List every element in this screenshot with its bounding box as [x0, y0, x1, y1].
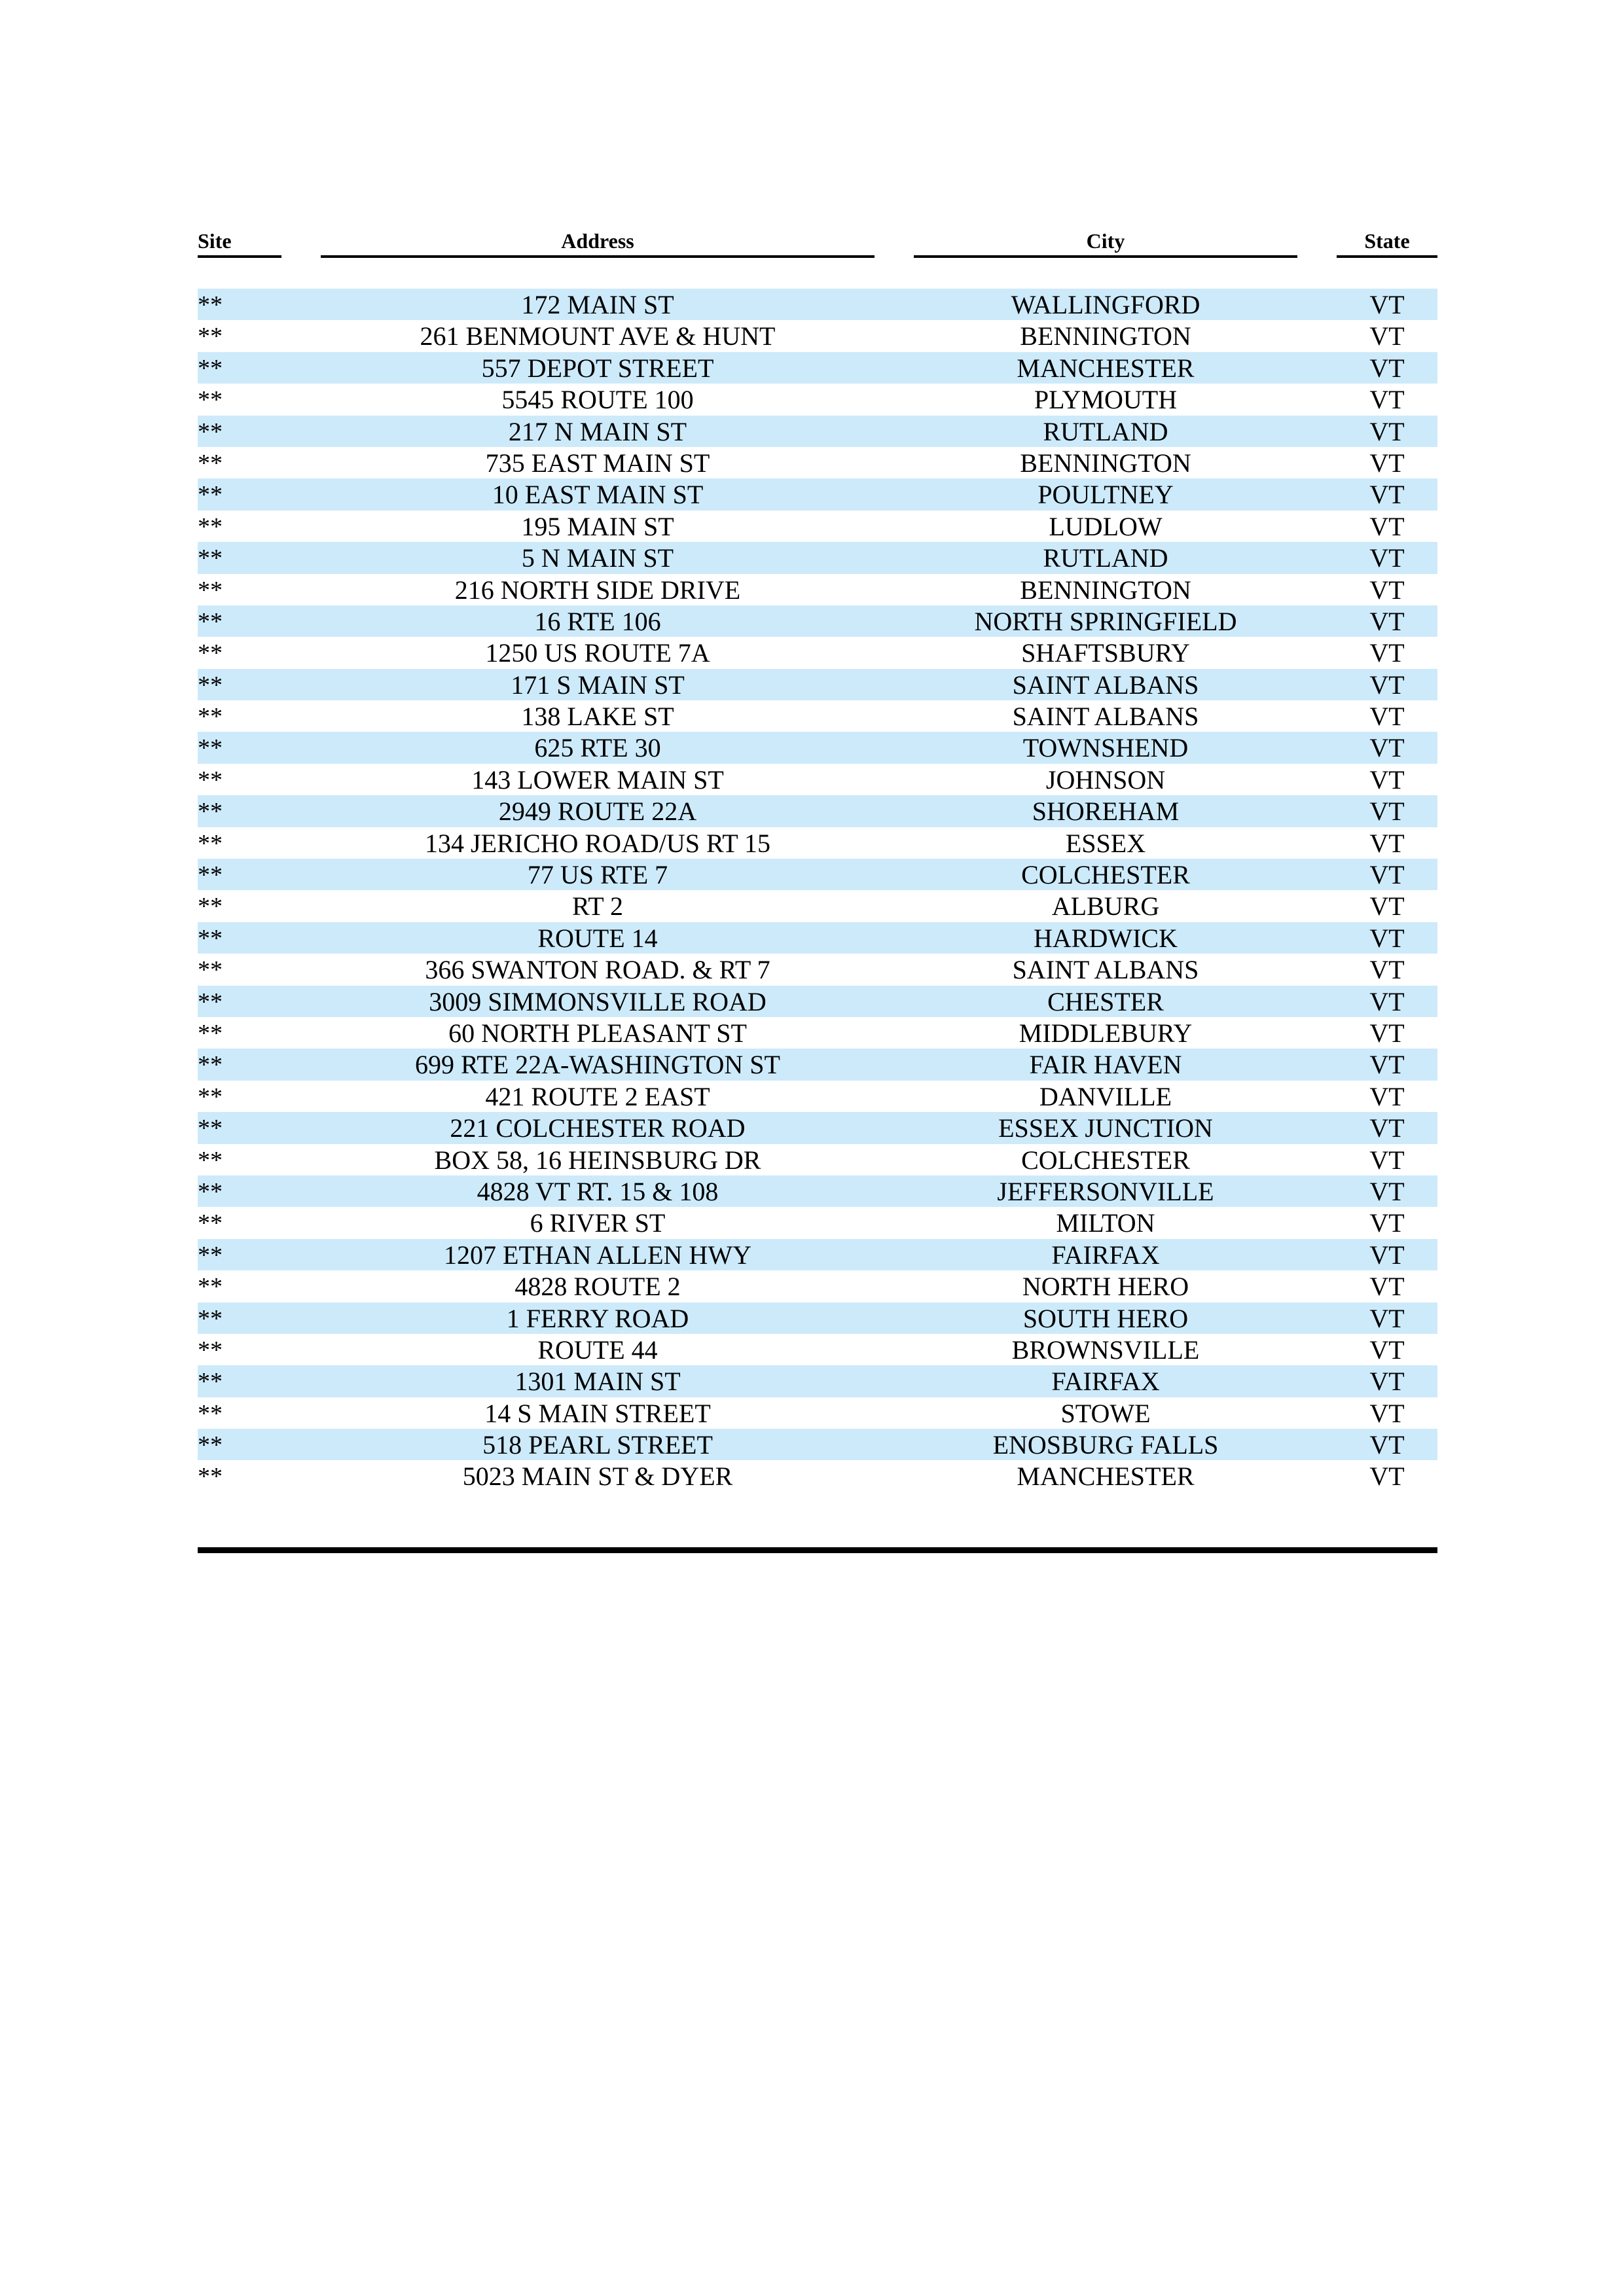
site-cell: ** — [198, 1304, 223, 1333]
site-cell: ** — [198, 386, 223, 414]
table-row — [198, 1112, 1437, 1143]
site-cell: ** — [198, 988, 223, 1016]
table-row — [198, 795, 1437, 827]
column-header-site: Site — [198, 226, 281, 258]
table-row — [198, 1460, 1437, 1492]
address-cell: 261 BENMOUNT AVE & HUNT — [420, 321, 776, 351]
site-cell: ** — [198, 1241, 223, 1269]
site-cell: ** — [198, 893, 223, 921]
state-cell: VT — [1369, 321, 1405, 351]
table-row — [198, 890, 1437, 922]
address-cell: 3009 SIMMONSVILLE ROAD — [429, 986, 767, 1016]
state-cell: VT — [1369, 1367, 1405, 1397]
state-cell: VT — [1369, 385, 1405, 415]
city-cell: FAIRFAX — [1051, 1367, 1160, 1397]
state-cell: VT — [1369, 511, 1405, 541]
site-cell: ** — [198, 1273, 223, 1301]
table-row — [198, 289, 1437, 320]
table-row — [198, 511, 1437, 542]
address-cell: 14 S MAIN STREET — [484, 1398, 711, 1428]
table-row — [198, 732, 1437, 763]
table-row — [198, 1081, 1437, 1112]
state-cell: VT — [1369, 1176, 1405, 1206]
site-cell: ** — [198, 861, 223, 889]
city-cell: ESSEX — [1065, 828, 1146, 858]
site-cell: ** — [198, 956, 223, 984]
address-cell: 134 JERICHO ROAD/US RT 15 — [424, 828, 771, 858]
table-row — [198, 764, 1437, 795]
city-cell: MANCHESTER — [1017, 1462, 1195, 1492]
city-cell: FAIRFAX — [1051, 1240, 1160, 1270]
address-cell: 172 MAIN ST — [521, 290, 674, 319]
site-cell: ** — [198, 703, 223, 731]
table-row — [198, 320, 1437, 351]
site-cell: ** — [198, 354, 223, 382]
state-cell: VT — [1369, 575, 1405, 605]
city-cell: PLYMOUTH — [1034, 385, 1178, 415]
address-cell: ROUTE 44 — [537, 1335, 658, 1365]
site-cell: ** — [198, 734, 223, 762]
address-cell: 16 RTE 106 — [534, 606, 661, 636]
site-cell: ** — [198, 1146, 223, 1174]
state-cell: VT — [1369, 986, 1405, 1016]
address-cell: 5023 MAIN ST & DYER — [462, 1462, 733, 1492]
city-cell: ESSEX JUNCTION — [998, 1113, 1213, 1143]
address-cell: 1 FERRY ROAD — [506, 1303, 689, 1333]
address-cell: 171 S MAIN ST — [511, 670, 685, 700]
state-cell: VT — [1369, 1335, 1405, 1365]
table-row — [198, 416, 1437, 447]
address-cell: 421 ROUTE 2 EAST — [485, 1081, 710, 1111]
site-cell: ** — [198, 1210, 223, 1238]
site-cell: ** — [198, 1051, 223, 1079]
site-cell: ** — [198, 639, 223, 668]
table-row — [198, 542, 1437, 573]
table-row — [198, 1302, 1437, 1334]
city-cell: ALBURG — [1051, 891, 1160, 922]
state-cell: VT — [1369, 1303, 1405, 1333]
address-cell: ROUTE 14 — [537, 923, 658, 953]
table-row — [198, 574, 1437, 605]
table-row — [198, 478, 1437, 510]
state-cell: VT — [1369, 702, 1405, 732]
address-cell: 366 SWANTON ROAD. & RT 7 — [425, 955, 770, 985]
address-cell: 60 NORTH PLEASANT ST — [448, 1018, 747, 1048]
site-cell: ** — [198, 512, 223, 541]
site-cell: ** — [198, 1019, 223, 1047]
city-cell: BENNINGTON — [1020, 575, 1191, 605]
state-cell: VT — [1369, 1113, 1405, 1143]
city-cell: NORTH SPRINGFIELD — [974, 606, 1237, 636]
site-cell: ** — [198, 798, 223, 826]
city-cell: BROWNSVILLE — [1011, 1335, 1200, 1365]
state-cell: VT — [1369, 290, 1405, 319]
state-cell: VT — [1369, 891, 1405, 922]
table-row — [198, 384, 1437, 415]
address-cell: 557 DEPOT STREET — [481, 353, 714, 383]
site-cell: ** — [198, 924, 223, 952]
address-cell: 518 PEARL STREET — [482, 1430, 713, 1460]
address-cell: 77 US RTE 7 — [527, 860, 668, 890]
table-row — [198, 986, 1437, 1017]
site-cell: ** — [198, 1368, 223, 1396]
state-cell: VT — [1369, 670, 1405, 700]
address-cell: RT 2 — [572, 891, 623, 922]
address-cell: 216 NORTH SIDE DRIVE — [454, 575, 741, 605]
city-cell: NORTH HERO — [1022, 1272, 1189, 1302]
address-cell: 195 MAIN ST — [521, 511, 674, 541]
address-cell: 217 N MAIN ST — [508, 416, 687, 446]
city-cell: SOUTH HERO — [1022, 1303, 1189, 1333]
address-cell: 6 RIVER ST — [530, 1208, 666, 1238]
column-header-state: State — [1337, 226, 1437, 258]
address-cell: 2949 ROUTE 22A — [498, 797, 697, 827]
state-cell: VT — [1369, 828, 1405, 858]
site-cell: ** — [198, 1083, 223, 1111]
address-cell: 138 LAKE ST — [521, 702, 674, 732]
city-cell: CHESTER — [1047, 986, 1164, 1016]
table-row — [198, 605, 1437, 637]
state-cell: VT — [1369, 1018, 1405, 1048]
table-row — [198, 954, 1437, 985]
table-row — [198, 1049, 1437, 1080]
address-cell: 10 EAST MAIN ST — [492, 480, 704, 510]
site-cell: ** — [198, 323, 223, 351]
site-cell: ** — [198, 1399, 223, 1427]
table-row — [198, 637, 1437, 668]
state-cell: VT — [1369, 1430, 1405, 1460]
city-cell: POULTNEY — [1038, 480, 1174, 510]
site-cell: ** — [198, 291, 223, 319]
city-cell: BENNINGTON — [1020, 448, 1191, 478]
city-cell: COLCHESTER — [1021, 860, 1190, 890]
address-cell: 5 N MAIN ST — [521, 543, 674, 573]
city-cell: SAINT ALBANS — [1012, 702, 1199, 732]
table-bottom-rule — [198, 1547, 1437, 1553]
state-cell: VT — [1369, 1208, 1405, 1238]
site-cell: ** — [198, 418, 223, 446]
city-cell: SHAFTSBURY — [1021, 638, 1190, 668]
state-cell: VT — [1369, 480, 1405, 510]
address-cell: 1250 US ROUTE 7A — [485, 638, 710, 668]
city-cell: MILTON — [1056, 1208, 1155, 1238]
table-row — [198, 1175, 1437, 1207]
city-cell: MIDDLEBURY — [1019, 1018, 1193, 1048]
address-cell: 1207 ETHAN ALLEN HWY — [444, 1240, 751, 1270]
site-cell: ** — [198, 829, 223, 857]
city-cell: JOHNSON — [1045, 764, 1166, 795]
address-cell: 221 COLCHESTER ROAD — [450, 1113, 746, 1143]
address-cell: 699 RTE 22A-WASHINGTON ST — [415, 1050, 780, 1080]
state-cell: VT — [1369, 353, 1405, 383]
state-cell: VT — [1369, 416, 1405, 446]
address-cell: 143 LOWER MAIN ST — [471, 764, 724, 795]
site-cell: ** — [198, 1463, 223, 1491]
city-cell: STOWE — [1060, 1398, 1151, 1428]
table-row — [198, 1017, 1437, 1049]
city-cell: LUDLOW — [1049, 511, 1163, 541]
state-cell: VT — [1369, 1462, 1405, 1492]
city-cell: MANCHESTER — [1017, 353, 1195, 383]
table-row — [198, 447, 1437, 478]
table-row — [198, 1429, 1437, 1460]
table-row — [198, 1144, 1437, 1175]
table-row — [198, 700, 1437, 732]
site-cell: ** — [198, 1336, 223, 1364]
site-cell: ** — [198, 1115, 223, 1143]
city-cell: ENOSBURG FALLS — [992, 1430, 1219, 1460]
state-cell: VT — [1369, 860, 1405, 890]
table-row — [198, 1270, 1437, 1302]
table-row — [198, 827, 1437, 859]
table-row — [198, 1239, 1437, 1270]
table-body — [198, 289, 1437, 1492]
address-cell: 1301 MAIN ST — [514, 1367, 681, 1397]
site-cell: ** — [198, 1431, 223, 1460]
state-cell: VT — [1369, 1240, 1405, 1270]
site-cell: ** — [198, 545, 223, 573]
city-cell: COLCHESTER — [1021, 1145, 1190, 1175]
table-row — [198, 859, 1437, 890]
city-cell: RUTLAND — [1043, 543, 1168, 573]
city-cell: RUTLAND — [1043, 416, 1168, 446]
city-cell: FAIR HAVEN — [1029, 1050, 1182, 1080]
address-cell: 625 RTE 30 — [534, 733, 661, 763]
state-cell: VT — [1369, 606, 1405, 636]
address-cell: 4828 ROUTE 2 — [514, 1272, 681, 1302]
table-row — [198, 1397, 1437, 1429]
table-row — [198, 1365, 1437, 1397]
state-cell: VT — [1369, 1081, 1405, 1111]
table-row — [198, 669, 1437, 700]
state-cell: VT — [1369, 1145, 1405, 1175]
address-cell: 735 EAST MAIN ST — [485, 448, 710, 478]
state-cell: VT — [1369, 1050, 1405, 1080]
city-cell: HARDWICK — [1034, 923, 1178, 953]
state-cell: VT — [1369, 543, 1405, 573]
state-cell: VT — [1369, 1398, 1405, 1428]
table-row — [198, 922, 1437, 954]
address-cell: BOX 58, 16 HEINSBURG DR — [434, 1145, 761, 1175]
state-cell: VT — [1369, 764, 1405, 795]
city-cell: TOWNSHEND — [1022, 733, 1189, 763]
city-cell: DANVILLE — [1039, 1081, 1172, 1111]
site-cell: ** — [198, 449, 223, 477]
city-cell: BENNINGTON — [1020, 321, 1191, 351]
city-cell: JEFFERSONVILLE — [997, 1176, 1214, 1206]
city-cell: SHOREHAM — [1032, 797, 1180, 827]
city-cell: SAINT ALBANS — [1012, 670, 1199, 700]
state-cell: VT — [1369, 448, 1405, 478]
city-cell: WALLINGFORD — [1011, 290, 1200, 319]
address-cell: 4828 VT RT. 15 & 108 — [477, 1176, 719, 1206]
site-cell: ** — [198, 607, 223, 636]
site-cell: ** — [198, 766, 223, 794]
state-cell: VT — [1369, 923, 1405, 953]
table-row — [198, 352, 1437, 384]
column-header-address: Address — [321, 226, 875, 258]
column-header-city: City — [914, 226, 1297, 258]
city-cell: SAINT ALBANS — [1012, 955, 1199, 985]
state-cell: VT — [1369, 797, 1405, 827]
table-header — [198, 226, 1437, 257]
address-cell: 5545 ROUTE 100 — [501, 385, 694, 415]
state-cell: VT — [1369, 1272, 1405, 1302]
site-cell: ** — [198, 481, 223, 509]
table-row — [198, 1334, 1437, 1365]
site-cell: ** — [198, 576, 223, 604]
table-row — [198, 1207, 1437, 1238]
site-cell: ** — [198, 671, 223, 699]
state-cell: VT — [1369, 733, 1405, 763]
site-cell: ** — [198, 1177, 223, 1206]
state-cell: VT — [1369, 638, 1405, 668]
state-cell: VT — [1369, 955, 1405, 985]
